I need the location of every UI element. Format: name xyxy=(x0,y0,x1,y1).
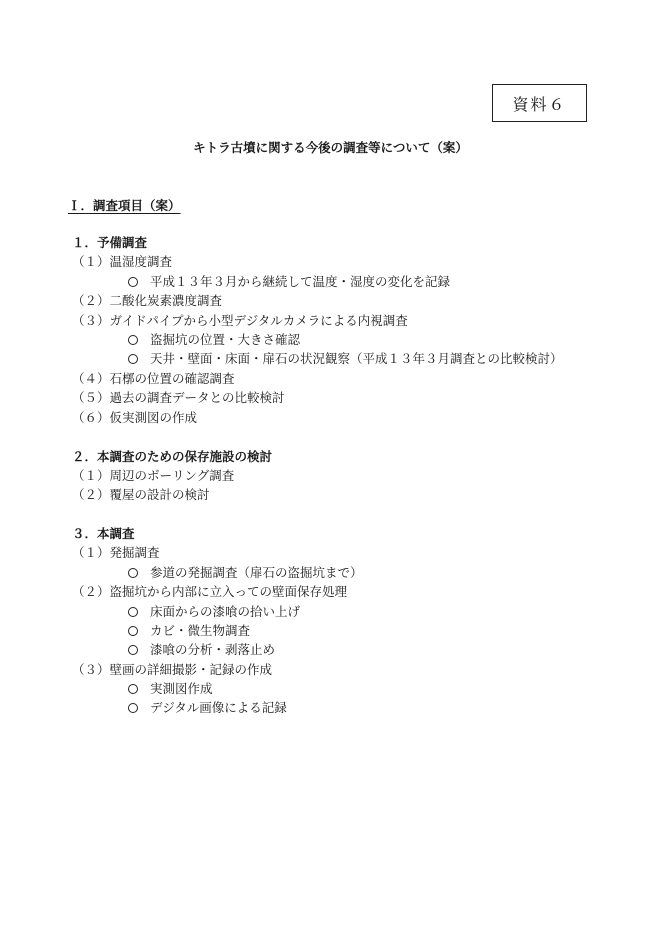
document-title: キトラ古墳に関する今後の調査等について（案） xyxy=(193,140,468,155)
section-heading: Ｉ．調査項目（案） xyxy=(68,198,181,213)
list-item: （４）石槨の位置の確認調査 xyxy=(72,371,235,386)
sub-item xyxy=(128,332,300,348)
list-item: （３）壁画の詳細撮影・記録の作成 xyxy=(72,662,273,677)
sub-item xyxy=(128,681,213,697)
sub-item xyxy=(128,623,250,639)
sub-item-text: 参道の発掘調査（扉石の盗掘坑まで） xyxy=(150,565,363,580)
sub-item xyxy=(128,700,287,716)
sub-item-text: 盗掘坑の位置・大きさ確認 xyxy=(150,332,301,347)
sub-item xyxy=(128,604,300,620)
list-item: （２）覆屋の設計の検討 xyxy=(72,487,210,502)
section-title-2: ２．本調査のための保存施設の検討 xyxy=(72,449,273,464)
sub-item xyxy=(128,642,275,658)
sub-item-text: 平成１３年３月から継続して温度・湿度の変化を記録 xyxy=(150,274,451,289)
sub-item xyxy=(128,274,450,290)
circle-bullet-icon xyxy=(128,568,138,578)
list-item: （６）仮実測図の作成 xyxy=(72,410,198,425)
circle-bullet-icon xyxy=(128,277,138,287)
circle-bullet-icon xyxy=(128,335,138,345)
list-item: （３）ガイドパイプから小型デジタルカメラによる内視調査 xyxy=(72,313,408,328)
circle-bullet-icon xyxy=(128,684,138,694)
section-title-3: ３．本調査 xyxy=(72,526,135,541)
list-item: （２）二酸化炭素濃度調査 xyxy=(72,293,223,308)
list-item: （２）盗掘坑から内部に立入っての壁面保存処理 xyxy=(72,584,348,599)
sub-item-text: 漆喰の分析・剥落止め xyxy=(150,642,276,657)
circle-bullet-icon xyxy=(128,703,138,713)
sub-item-text: 天井・壁面・床面・扉石の状況観察（平成１３年３月調査との比較検討） xyxy=(150,351,563,366)
sub-item-text: 実測図作成 xyxy=(150,681,213,696)
sub-item-text: 床面からの漆喰の拾い上げ xyxy=(150,604,301,619)
sub-item-text: カビ・微生物調査 xyxy=(150,623,251,638)
circle-bullet-icon xyxy=(128,645,138,655)
list-item: （１）温湿度調査 xyxy=(72,254,173,269)
list-item: （１）周辺のボーリング調査 xyxy=(72,468,235,483)
list-item: （５）過去の調査データとの比較検討 xyxy=(72,390,285,405)
circle-bullet-icon xyxy=(128,626,138,636)
sub-item xyxy=(128,565,363,581)
circle-bullet-icon xyxy=(128,354,138,364)
document-badge: 資料６ xyxy=(492,84,587,122)
sub-item-text: デジタル画像による記録 xyxy=(150,700,287,715)
circle-bullet-icon xyxy=(128,607,138,617)
sub-item xyxy=(128,351,563,367)
list-item: （１）発掘調査 xyxy=(72,545,160,560)
section-title-1: １．予備調査 xyxy=(72,235,148,250)
